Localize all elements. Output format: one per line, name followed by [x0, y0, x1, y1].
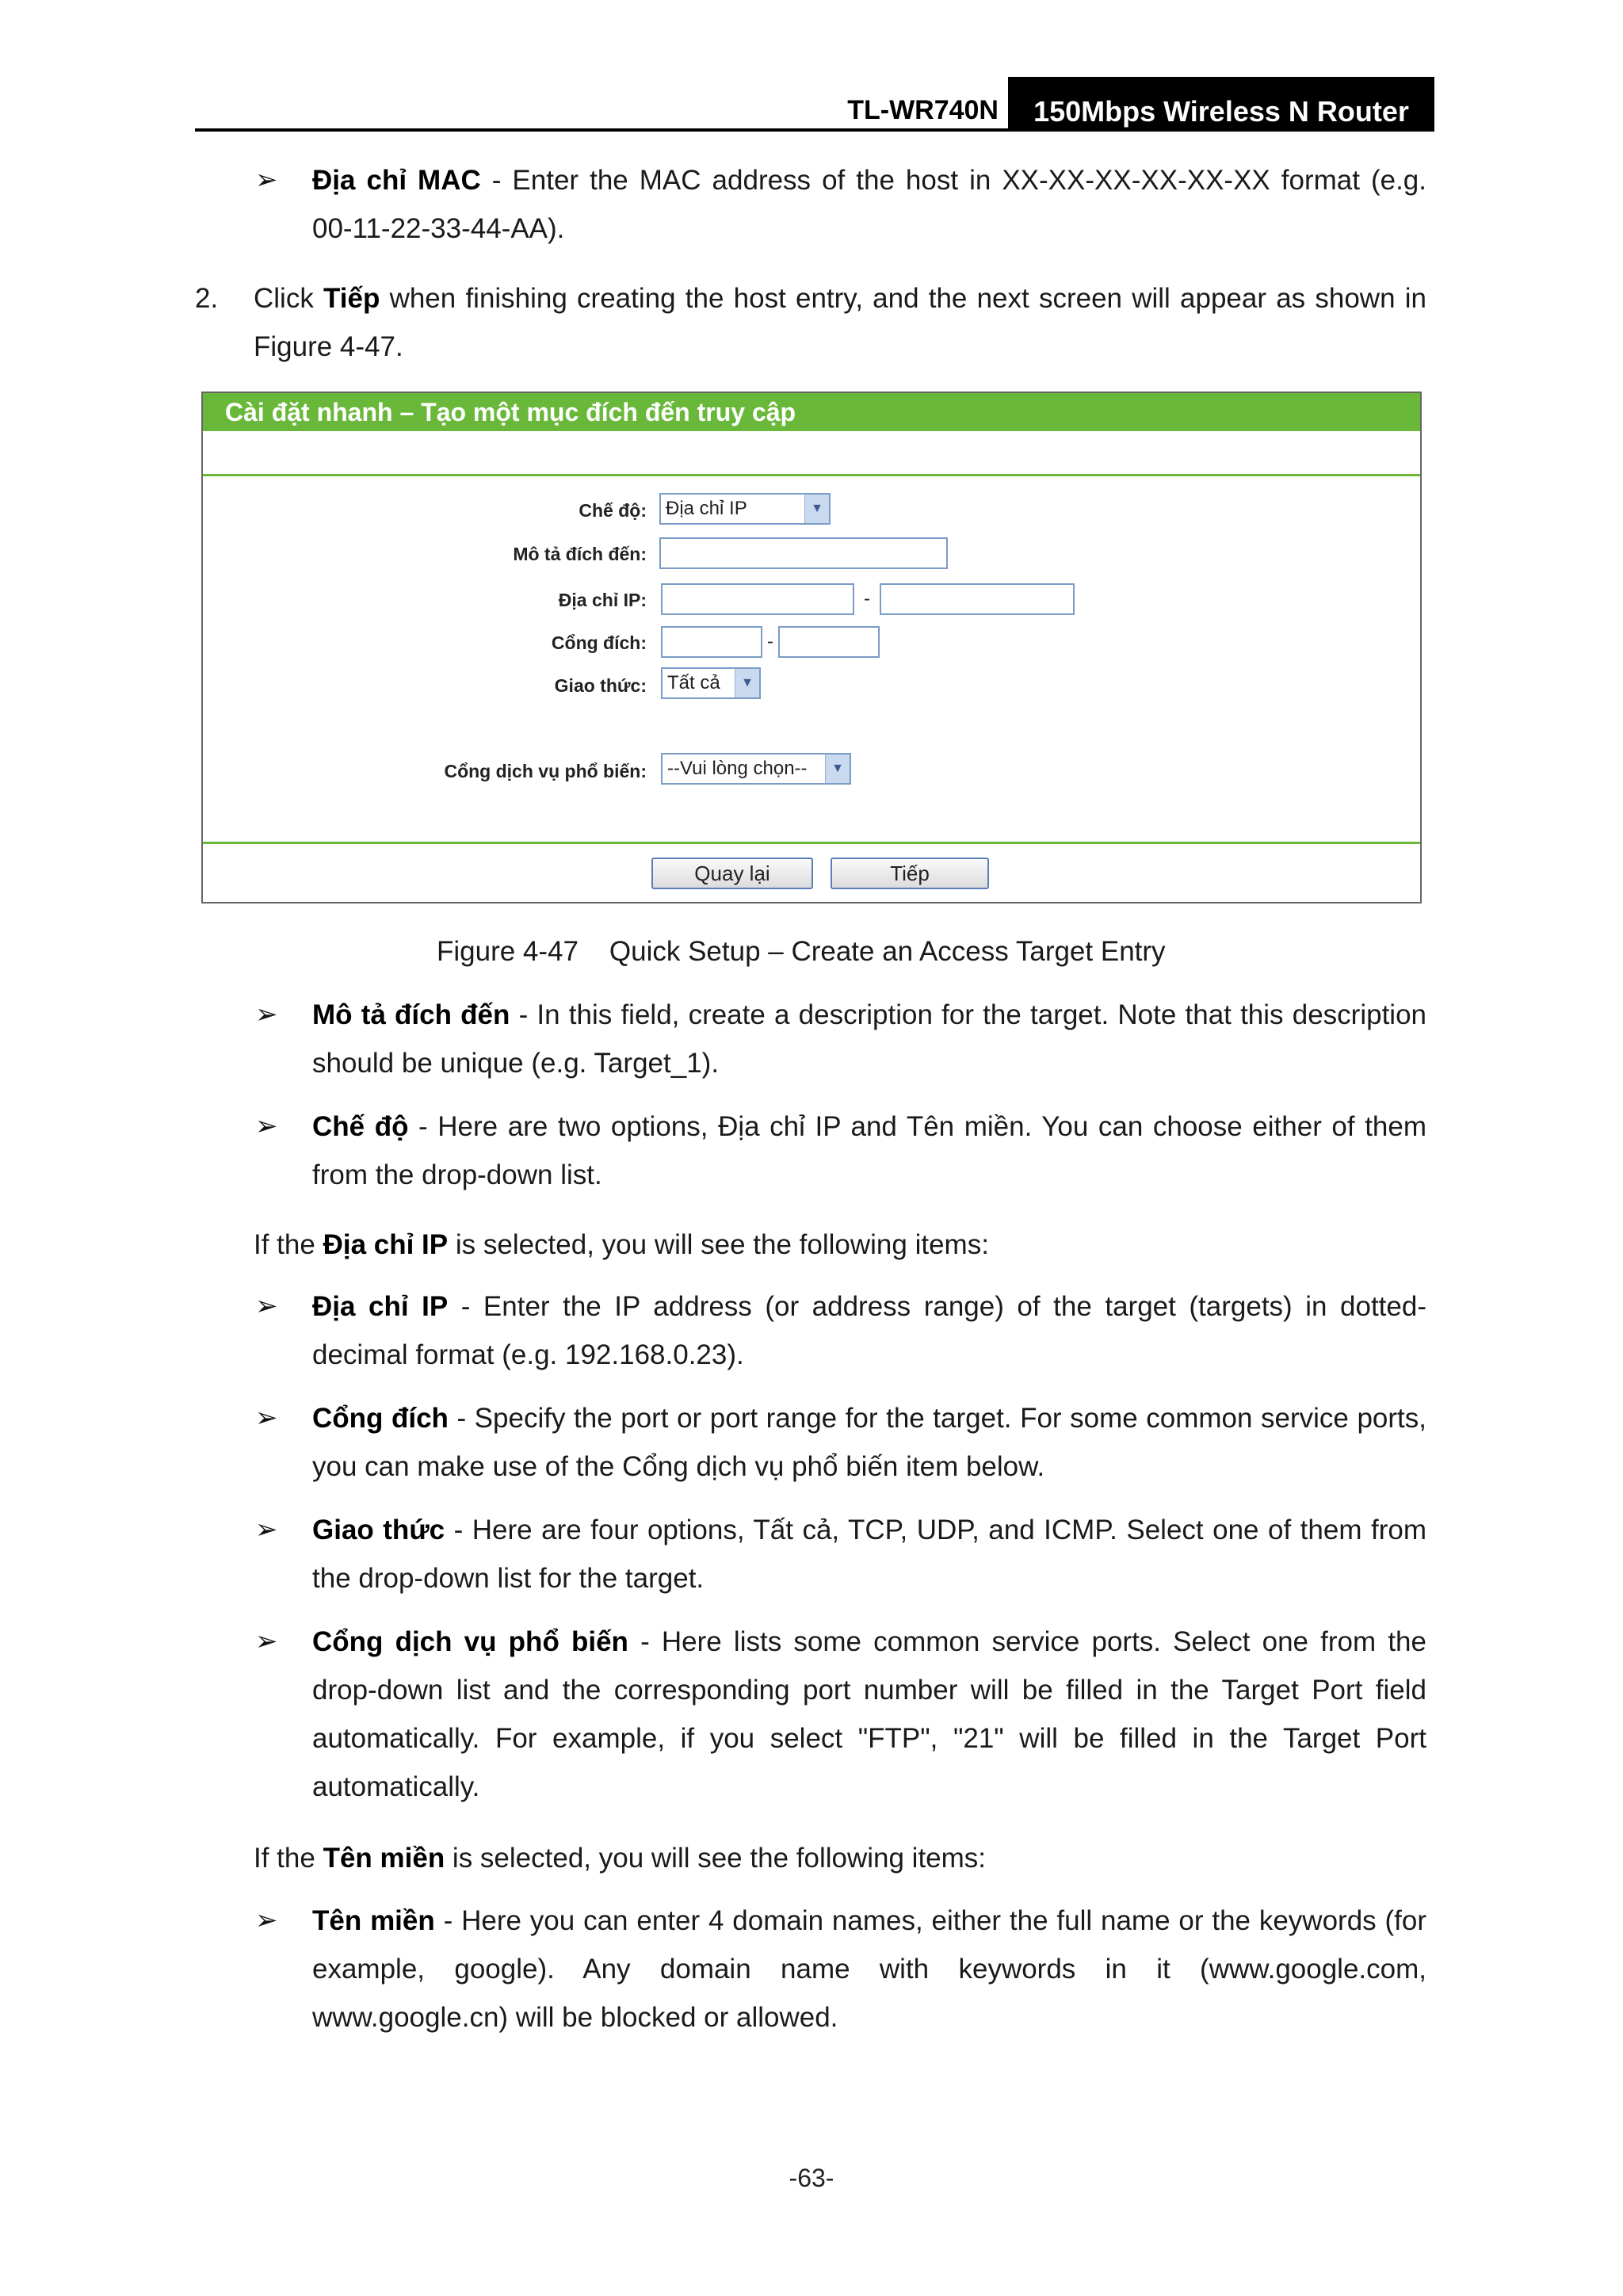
service-label: Cổng dịch vụ phổ biến: — [444, 761, 647, 781]
section-post: is selected, you will see the following items: — [448, 1229, 989, 1260]
desc-input[interactable] — [659, 537, 948, 569]
port-start-input[interactable] — [661, 626, 762, 658]
bullet-mode — [312, 1102, 1426, 1199]
bullet-text: - Here you can enter 4 domain names, either the full name or the keywords (for example, google). Any domain name with keywords in it (www.google.com, www.google.cn) will be blocked or allowed. — [312, 1905, 1427, 2033]
bullet-text: - Here lists some common service ports. Select one from the drop-down list and the corresponding port number will be filled in the Target Port field automatically. For example, if you select "FTP", "21" will be filled in the Target Port automatically. — [312, 1626, 1426, 1802]
step-2-text — [254, 274, 1426, 371]
back-button[interactable]: Quay lại — [651, 858, 813, 889]
section-pre: If the — [254, 1229, 323, 1260]
figure-divider-top — [203, 474, 1420, 476]
bullet-protocol — [312, 1506, 1426, 1603]
port-end-input[interactable] — [778, 626, 880, 658]
bullet-text: - Here are four options, Tất cả, TCP, UDP, and ICMP. Select one of them from the drop-down list for the target. — [312, 1515, 1426, 1594]
mode-select[interactable] — [659, 493, 831, 525]
port-label: Cổng đích: — [551, 632, 647, 653]
ip-dash: - — [864, 588, 870, 609]
bullet-domain — [312, 1897, 1426, 2042]
chevron-down-icon: ▼ — [804, 495, 829, 523]
step-number: 2. — [195, 283, 219, 314]
section-post: is selected, you will see the following items: — [445, 1843, 987, 1874]
mode-label: Chế độ: — [579, 500, 647, 521]
bullet-term: Chế độ — [312, 1111, 409, 1142]
bullet-icon: ➢ — [255, 999, 278, 1030]
page-number: -63- — [789, 2164, 834, 2192]
bullet-term: Cổng dịch vụ phổ biến — [312, 1626, 628, 1657]
bullet-icon: ➢ — [255, 1515, 278, 1545]
bullet-desc — [312, 991, 1426, 1087]
bullet-text: - Specify the port or port range for the target. For some common service ports, you can make use of the Cổng dịch vụ phổ biến item below. — [312, 1403, 1426, 1482]
step-post: when finishing creating the host entry, and the next screen will appear as shown in Figure 4-47. — [254, 283, 1426, 362]
header-rule — [195, 128, 1434, 132]
protocol-select[interactable] — [661, 667, 761, 699]
mode-select-value: Địa chỉ IP — [666, 498, 747, 519]
ip-label: Địa chỉ IP: — [558, 590, 647, 610]
bullet-text: - Enter the IP address (or address range) of the target (targets) in dotted-decimal format (e.g. 192.168.0.23). — [312, 1291, 1426, 1370]
bullet-term: Cổng đích — [312, 1403, 449, 1434]
bullet-icon: ➢ — [255, 1403, 278, 1433]
ip-section-intro — [254, 1221, 1426, 1269]
bullet-term: Địa chỉ IP — [312, 1291, 449, 1322]
bullet-term: Tên miền — [312, 1905, 435, 1936]
bullet-term: Giao thức — [312, 1515, 445, 1545]
section-term: Tên miền — [323, 1843, 445, 1874]
bullet-text: - In this field, create a description for the target. Note that this description should be unique (e.g. Target_1). — [312, 999, 1426, 1079]
section-term: Địa chỉ IP — [323, 1229, 449, 1260]
next-button[interactable]: Tiếp — [831, 858, 989, 889]
bullet-term: Địa chỉ MAC — [312, 165, 481, 196]
chevron-down-icon: ▼ — [825, 755, 850, 783]
port-dash: - — [767, 631, 773, 652]
bullet-ip — [312, 1282, 1426, 1379]
bullet-icon: ➢ — [255, 1905, 278, 1935]
service-select[interactable] — [661, 753, 851, 785]
chevron-down-icon: ▼ — [735, 669, 759, 697]
desc-label: Mô tả đích đến: — [513, 544, 647, 564]
ip-start-input[interactable] — [661, 583, 854, 615]
bullet-icon: ➢ — [255, 1111, 278, 1141]
service-select-value: --Vui lòng chọn-- — [667, 758, 808, 779]
figure-divider-bottom — [203, 842, 1420, 844]
bullet-term: Mô tả đích đến — [312, 999, 510, 1030]
figure-title: Cài đặt nhanh – Tạo một mục đích đến truy cập — [203, 393, 1420, 431]
bullet-icon: ➢ — [255, 1291, 278, 1321]
bullet-service — [312, 1618, 1426, 1811]
header-model: TL-WR740N — [847, 95, 999, 125]
step-pre: Click — [254, 283, 324, 314]
bullet-text: - Enter the MAC address of the host in XX-XX-XX-XX-XX-XX format (e.g. 00-11-22-33-44-AA). — [312, 165, 1426, 244]
domain-section-intro — [254, 1834, 1426, 1882]
step-term: Tiếp — [323, 283, 380, 314]
section-pre: If the — [254, 1843, 323, 1874]
bullet-port — [312, 1394, 1426, 1491]
bullet-icon: ➢ — [255, 1626, 278, 1656]
figure-caption: Figure 4-47 Quick Setup – Create an Access Target Entry — [437, 936, 1166, 967]
figure-screenshot — [201, 392, 1422, 904]
header-product: 150Mbps Wireless N Router — [1008, 77, 1434, 131]
bullet-mac — [312, 156, 1426, 253]
bullet-icon: ➢ — [255, 165, 278, 195]
protocol-select-value: Tất cả — [667, 672, 720, 693]
ip-end-input[interactable] — [880, 583, 1075, 615]
protocol-label: Giao thức: — [554, 675, 647, 696]
bullet-text: - Here are two options, Địa chỉ IP and Tên miền. You can choose either of them from the drop-down list. — [312, 1111, 1427, 1190]
